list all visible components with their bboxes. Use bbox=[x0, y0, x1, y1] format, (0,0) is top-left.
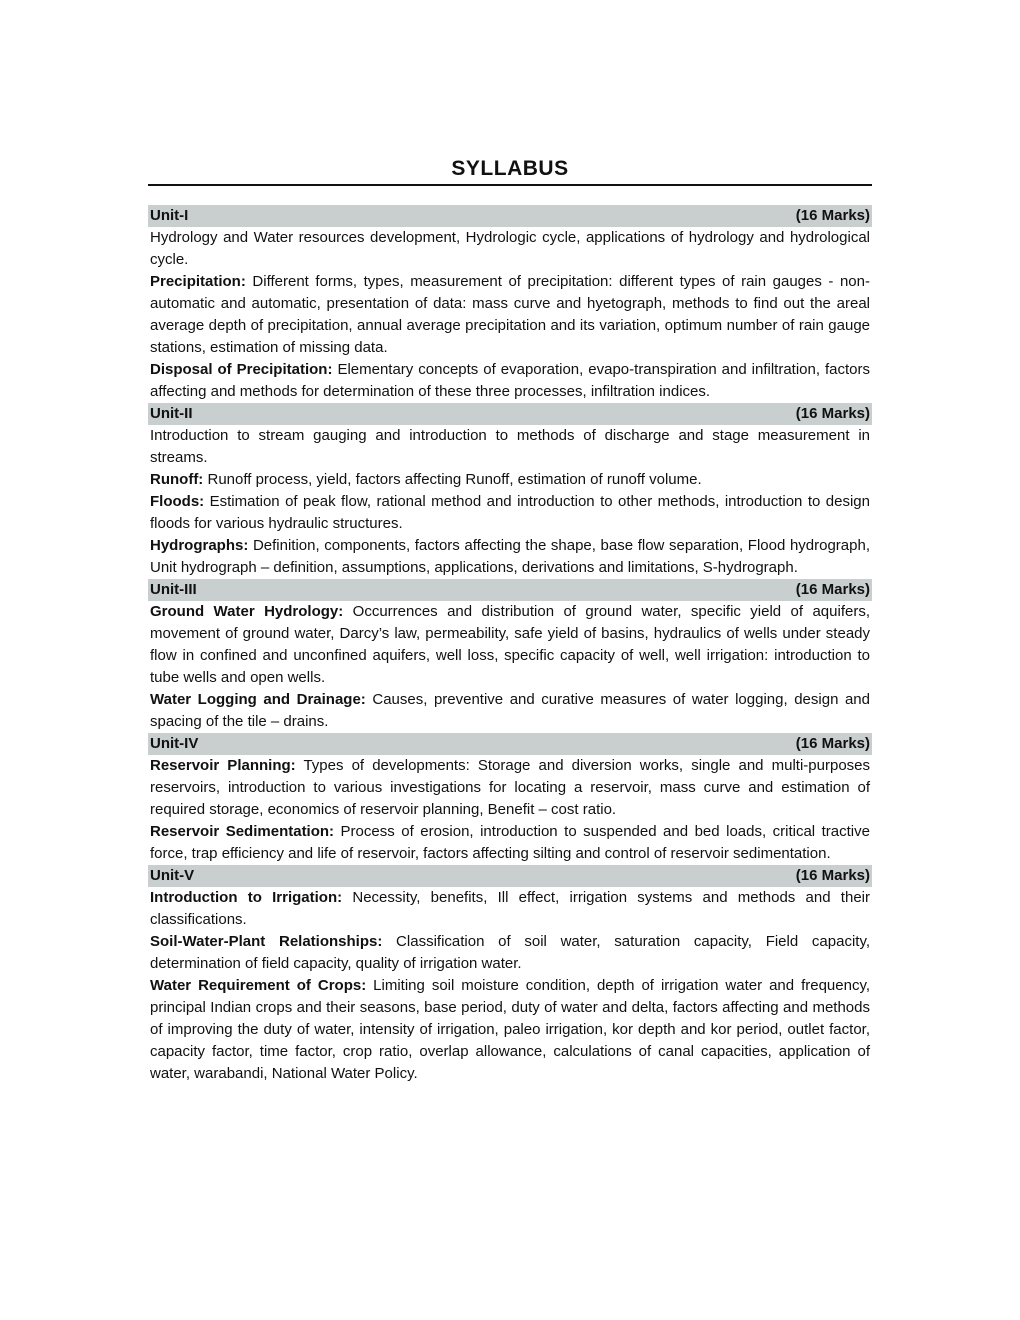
topic-heading: Floods: bbox=[150, 493, 205, 510]
paragraph-text: Elementary concepts of evaporation, evapo-transpiration and infiltration, factors affecting and methods for determination of these three processes, infiltration indices. bbox=[150, 361, 871, 400]
unit-paragraph bbox=[148, 491, 872, 535]
topic-heading: Ground Water Hydrology: bbox=[150, 603, 344, 620]
unit-section bbox=[148, 403, 872, 579]
unit-section bbox=[148, 733, 872, 865]
unit-marks: (16 Marks) bbox=[795, 405, 870, 422]
unit-paragraph bbox=[148, 227, 872, 271]
topic-heading: Soil-Water-Plant Relationships: bbox=[150, 933, 383, 950]
unit-header bbox=[148, 579, 872, 601]
page-title: SYLLABUS bbox=[148, 155, 872, 186]
unit-marks: (16 Marks) bbox=[795, 581, 870, 598]
unit-header bbox=[148, 865, 872, 887]
syllabus-page bbox=[148, 155, 872, 1085]
unit-section bbox=[148, 205, 872, 403]
paragraph-text: Causes, preventive and curative measures of water logging, design and spacing of the tile – drains. bbox=[150, 691, 870, 730]
topic-heading: Disposal of Precipitation: bbox=[150, 361, 333, 378]
paragraph-text: Definition, components, factors affecting the shape, base flow separation, Flood hydrograph, Unit hydrograph – definition, assumptions, applications, derivations and limitations, S-hydrograph. bbox=[150, 537, 870, 576]
paragraph-text: Occurrences and distribution of ground water, specific yield of aquifers, movement of ground water, Darcy’s law, permeability, safe yield of basins, hydraulics of wells under steady flow in confined and unconfined aquifers, well loss, specific capacity of well, well irrigation: introduction to tube wells and open wells. bbox=[150, 603, 870, 686]
paragraph-text: Different forms, types, measurement of precipitation: different types of rain gauges - non-automatic and automatic, presentation of data: mass curve and hyetograph, methods to find out the areal average depth of precipitation, annual average precipitation and its variation, optimum number of rain gauge stations, estimation of missing data. bbox=[150, 273, 870, 356]
unit-paragraph bbox=[148, 469, 872, 491]
paragraph-text: Hydrology and Water resources development, Hydrologic cycle, applications of hydrology and hydrological cycle. bbox=[150, 229, 870, 268]
unit-name: Unit-II bbox=[150, 405, 193, 422]
unit-paragraph bbox=[148, 975, 872, 1085]
unit-name: Unit-I bbox=[150, 207, 189, 224]
unit-paragraph bbox=[148, 821, 872, 865]
unit-marks: (16 Marks) bbox=[795, 207, 870, 224]
unit-section bbox=[148, 579, 872, 733]
unit-header bbox=[148, 205, 872, 227]
unit-paragraph bbox=[148, 601, 872, 689]
paragraph-text: Process of erosion, introduction to suspended and bed loads, critical tractive force, trap efficiency and life of reservoir, factors affecting silting and control of reservoir sedimentation. bbox=[150, 823, 870, 862]
paragraph-text: Limiting soil moisture condition, depth of irrigation water and frequency, principal Indian crops and their seasons, base period, duty of water and delta, factors affecting and methods of improving the duty of water, intensity of irrigation, paleo irrigation, kor depth and kor period, outlet factor, capacity factor, time factor, crop ratio, overlap allowance, calculations of canal capacities, application of water, warabandi, National Water Policy. bbox=[150, 977, 870, 1082]
topic-heading: Introduction to Irrigation: bbox=[150, 889, 343, 906]
topic-heading: Hydrographs: bbox=[150, 537, 249, 554]
topic-heading: Reservoir Sedimentation: bbox=[150, 823, 335, 840]
paragraph-text: Introduction to stream gauging and introduction to methods of discharge and stage measurement in streams. bbox=[150, 427, 870, 466]
topic-heading: Water Requirement of Crops: bbox=[150, 977, 367, 994]
unit-header bbox=[148, 733, 872, 755]
paragraph-text: Types of developments: Storage and diversion works, single and multi-purposes reservoirs, introduction to various investigations for locating a reservoir, mass curve and estimation of required storage, economics of reservoir planning, Benefit – cost ratio. bbox=[150, 757, 870, 818]
unit-name: Unit-III bbox=[150, 581, 197, 598]
unit-marks: (16 Marks) bbox=[795, 735, 870, 752]
unit-paragraph bbox=[148, 931, 872, 975]
topic-heading: Water Logging and Drainage: bbox=[150, 691, 366, 708]
unit-name: Unit-V bbox=[150, 867, 195, 884]
unit-paragraph bbox=[148, 425, 872, 469]
paragraph-text: Estimation of peak flow, rational method and introduction to other methods, introduction to design floods for various hydraulic structures. bbox=[150, 493, 870, 532]
unit-section bbox=[148, 865, 872, 1085]
unit-paragraph bbox=[148, 535, 872, 579]
unit-header bbox=[148, 403, 872, 425]
topic-heading: Precipitation: bbox=[150, 273, 246, 290]
unit-paragraph bbox=[148, 359, 872, 403]
unit-name: Unit-IV bbox=[150, 735, 199, 752]
unit-paragraph bbox=[148, 755, 872, 821]
paragraph-text: Runoff process, yield, factors affecting Runoff, estimation of runoff volume. bbox=[203, 471, 702, 488]
unit-marks: (16 Marks) bbox=[795, 867, 870, 884]
unit-paragraph bbox=[148, 689, 872, 733]
topic-heading: Reservoir Planning: bbox=[150, 757, 296, 774]
topic-heading: Runoff: bbox=[150, 471, 204, 488]
unit-paragraph bbox=[148, 887, 872, 931]
paragraph-text: Classification of soil water, saturation capacity, Field capacity, determination of field capacity, quality of irrigation water. bbox=[150, 933, 870, 972]
paragraph-text: Necessity, benefits, Ill effect, irrigation systems and methods and their classifications. bbox=[150, 889, 870, 928]
unit-paragraph bbox=[148, 271, 872, 359]
